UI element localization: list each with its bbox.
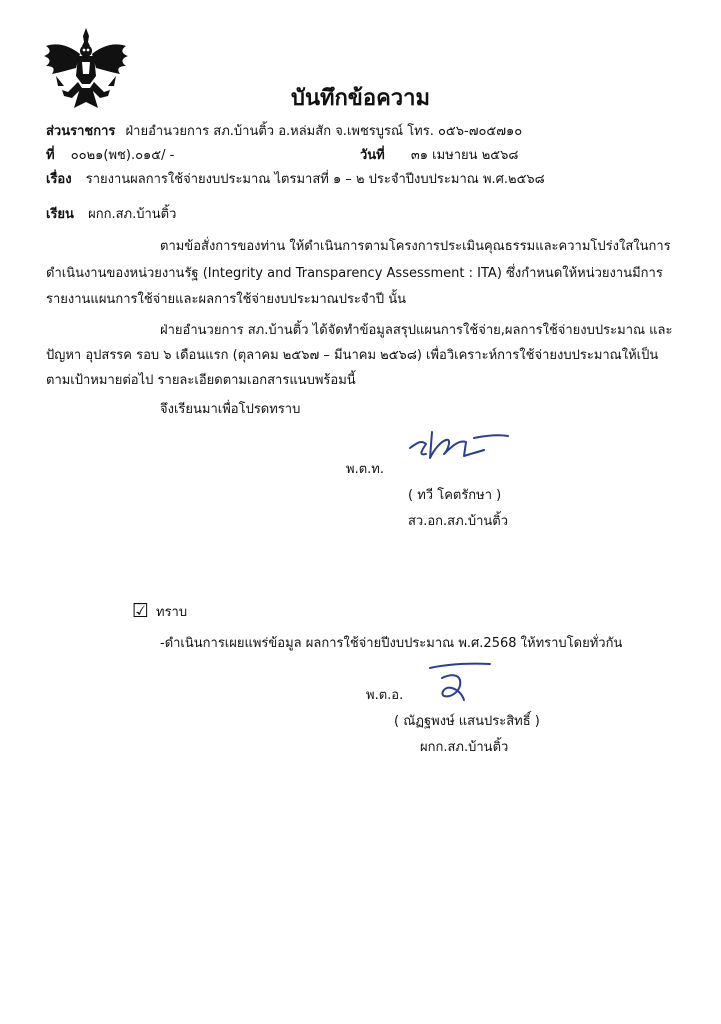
paragraph-1-line-1: ตามข้อสั่งการของท่าน ให้ดำเนินการตามโครงการประเมินคุณธรรมและความโปร่งใสในการ <box>160 239 671 254</box>
agency-value: ฝ่ายอำนวยการ สภ.บ้านติ้ว อ.หล่มสัก จ.เพชรบูรณ์ โทร. ๐๕๖-๗๐๕๗๑๐ <box>125 124 523 139</box>
paragraph-1-line-2: ดำเนินงานของหน่วยงานรัฐ (Integrity and Transparency Assessment : ITA) ซึ่งกำหนดให้หน่วยงานมีการ <box>46 266 663 281</box>
approval-checkbox: ☑ <box>132 600 150 622</box>
agency-label: ส่วนราชการ <box>46 124 116 139</box>
subject-value: รายงานผลการใช้จ่ายงบประมาณ ไตรมาสที่ ๑ – ๒ ประจำปีงบประมาณ พ.ศ.๒๕๖๘ <box>85 172 545 187</box>
date-row <box>360 148 518 164</box>
signer-1-rank: พ.ต.ท. <box>346 462 384 477</box>
paragraph-2-line-1: ฝ่ายอำนวยการ สภ.บ้านติ้ว ได้จัดทำข้อมูลสรุปแผนการใช้จ่าย,ผลการใช้จ่ายงบประมาณ และ <box>160 323 673 338</box>
subject-row <box>46 172 545 188</box>
date-value: ๓๑ เมษายน ๒๕๖๘ <box>410 148 519 163</box>
paragraph-2-line-3: ตามเป้าหมายต่อไป รายละเอียดตามเอกสารแนบพร้อมนี้ <box>46 373 356 388</box>
signer-2-position: ผกก.สภ.บ้านติ้ว <box>420 740 509 755</box>
signer-1-name: ( ทวี โคตรักษา ) <box>408 488 502 503</box>
to-row <box>46 207 176 223</box>
memo-title: บันทึกข้อความ <box>290 86 430 111</box>
to-value: ผกก.สภ.บ้านติ้ว <box>88 207 177 222</box>
approval-label: ทราบ <box>156 605 188 620</box>
to-label: เรียน <box>46 207 74 222</box>
signer-1-position: สว.อก.สภ.บ้านติ้ว <box>408 514 508 529</box>
signature-1 <box>404 428 514 468</box>
ref-value: ๐๐๒๑(พช).๐๑๕/ - <box>70 148 175 163</box>
paragraph-2-line-2: ปัญหา อุปสรรค รอบ ๖ เดือนแรก (ตุลาคม ๒๕๖๗ – มีนาคม ๒๕๖๘) เพื่อวิเคราะห์การใช้จ่ายงบประมาณให้เป็น <box>46 348 659 363</box>
ref-row <box>46 148 174 164</box>
signature-2-icon <box>428 660 498 706</box>
date-label: วันที่ <box>360 148 385 163</box>
closing-line: จึงเรียนมาเพื่อโปรดทราบ <box>160 402 301 417</box>
signature-1-icon <box>404 428 514 468</box>
signer-2-rank: พ.ต.อ. <box>366 688 404 703</box>
subject-label: เรื่อง <box>46 172 72 187</box>
approval-instruction: -ดำเนินการเผยแพร่ข้อมูล ผลการใช้จ่ายปีงบประมาณ พ.ศ.2568 ให้ทราบโดยทั่วกัน <box>160 636 623 651</box>
signature-2 <box>428 660 498 706</box>
agency-row <box>46 124 522 140</box>
ref-label: ที่ <box>46 148 55 163</box>
signer-2-name: ( ณัฏฐพงษ์ แสนประสิทธิ์ ) <box>394 714 540 729</box>
paragraph-1-line-3: รายงานแผนการใช้จ่ายและผลการใช้จ่ายงบประมาณประจำปี นั้น <box>46 292 406 307</box>
